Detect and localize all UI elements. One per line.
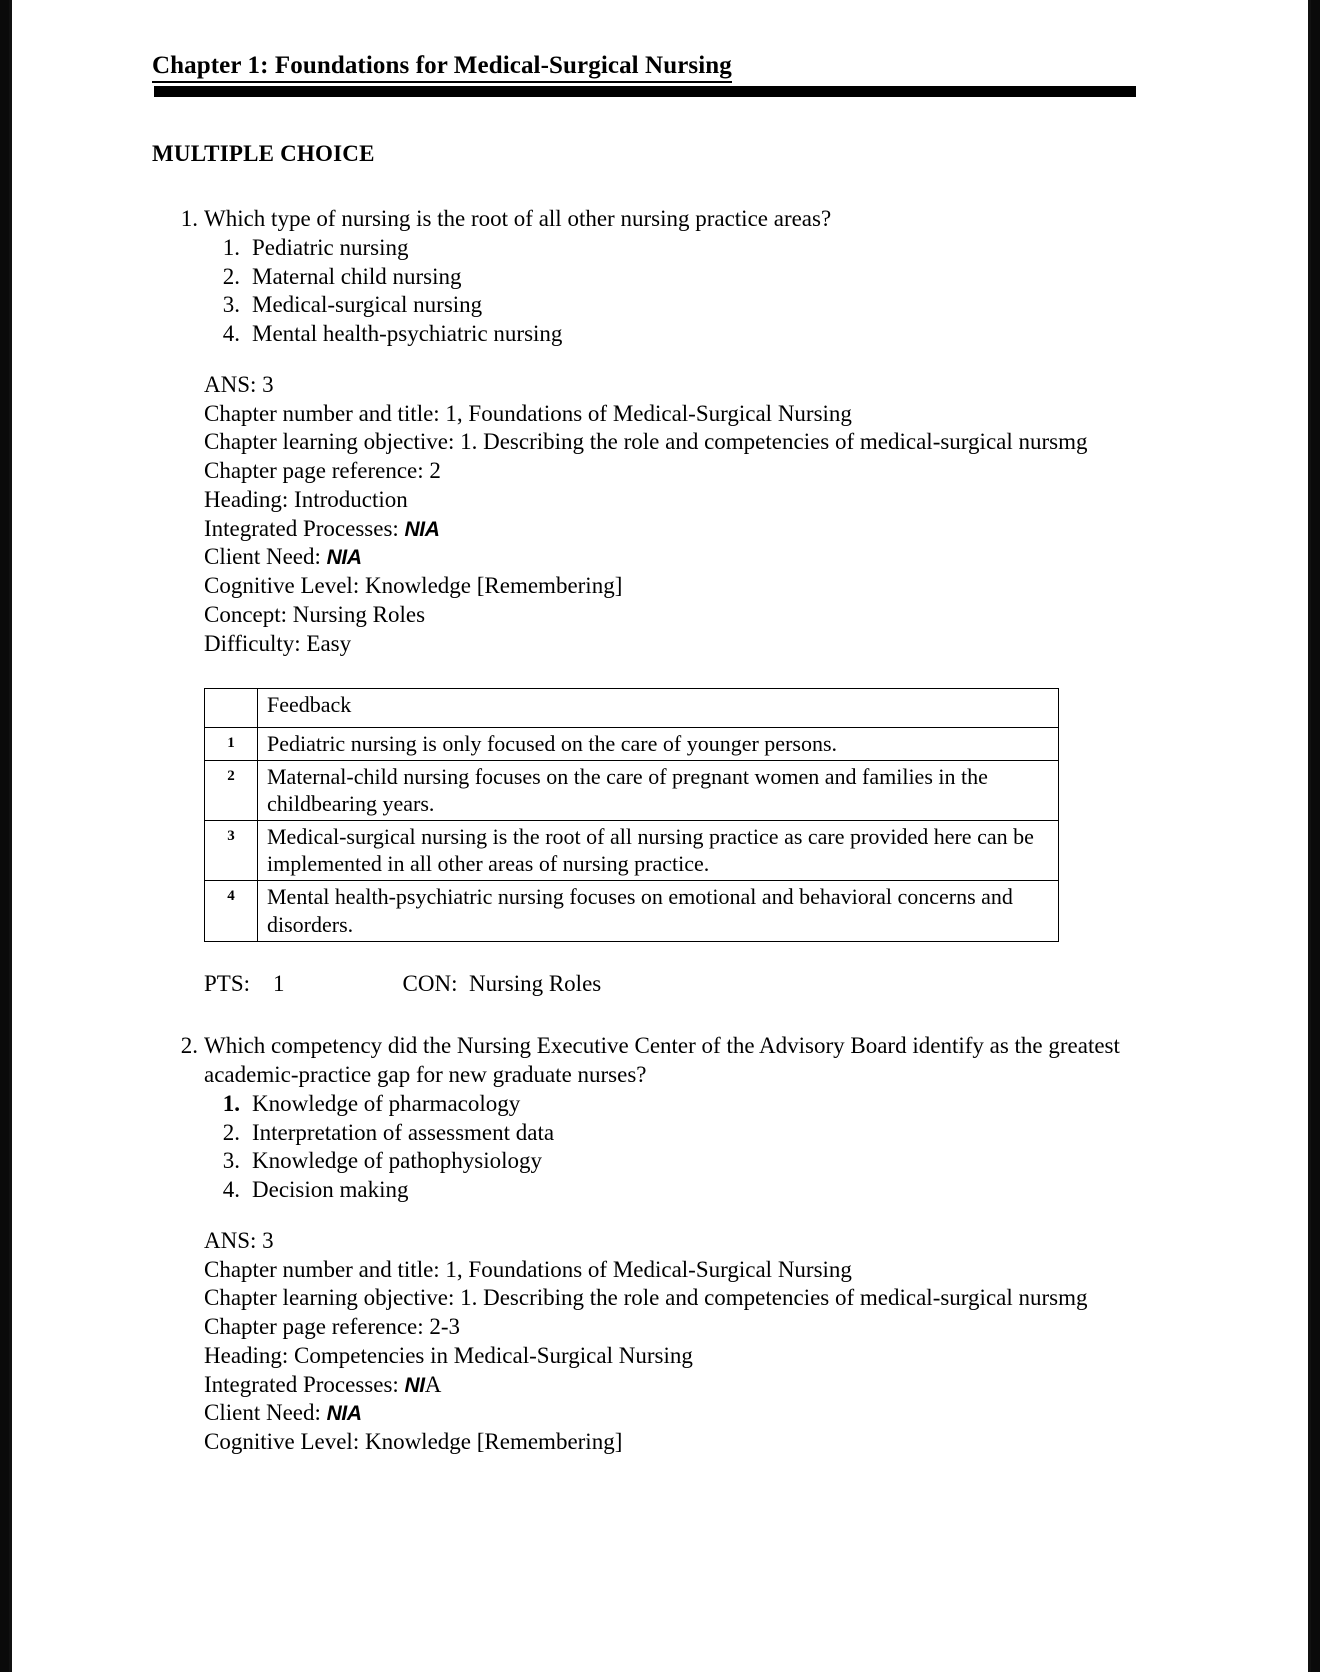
question-block xyxy=(152,205,1162,998)
feedback-header-index xyxy=(205,689,258,728)
option-marker: 2. xyxy=(222,263,240,289)
question-stem: Which competency did the Nursing Executive Center of the Advisory Board identify as the greatest academic-practice gap for new graduate nurses? xyxy=(204,1033,1120,1088)
answer-metadata xyxy=(204,1227,1162,1457)
feedback-row-text: Maternal-child nursing focuses on the care of pregnant women and families in the childbearing years. xyxy=(258,761,1059,821)
feedback-row-text: Mental health-psychiatric nursing focuses on emotional and behavioral concerns and disorders. xyxy=(258,881,1059,941)
chapter-learning-objective: Chapter learning objective: 1. Describing the role and competencies of medical-surgical nursmg xyxy=(204,1285,1088,1311)
integrated-processes-value-tail: A xyxy=(424,1371,442,1397)
feedback-header-label: Feedback xyxy=(258,689,1059,728)
answer-key: ANS: 3 xyxy=(204,371,274,397)
difficulty: Difficulty: Easy xyxy=(204,630,352,656)
question-stem: Which type of nursing is the root of all other nursing practice areas? xyxy=(204,206,832,231)
pts-label: PTS: xyxy=(204,970,251,996)
client-need xyxy=(204,543,1162,572)
answer-option[interactable] xyxy=(204,1119,1162,1148)
points-line xyxy=(204,970,1162,999)
client-need xyxy=(204,1399,1162,1428)
table-header-row xyxy=(205,689,1059,728)
cognitive-level: Cognitive Level: Knowledge [Remembering] xyxy=(204,1429,623,1455)
answer-option[interactable] xyxy=(204,263,1162,292)
client-need-value: NIA xyxy=(326,1402,362,1426)
section-heading: MULTIPLE CHOICE xyxy=(152,141,375,166)
integrated-processes-label: Integrated Processes: xyxy=(204,1371,405,1397)
integrated-processes-value: NI xyxy=(404,1373,425,1397)
feedback-row-index: 3 xyxy=(205,821,258,881)
client-need-label: Client Need: xyxy=(204,1400,327,1426)
answer-metadata xyxy=(204,371,1162,659)
pts-value: 1 xyxy=(273,970,285,996)
answer-option[interactable] xyxy=(204,320,1162,349)
chapter-page-reference: Chapter page reference: 2 xyxy=(204,458,441,483)
option-marker: 1. xyxy=(222,234,240,260)
option-marker: 4. xyxy=(222,1177,240,1203)
chapter-number-title: Chapter number and title: 1, Foundations of Medical-Surgical Nursing xyxy=(204,400,852,426)
question-block xyxy=(152,1032,1162,1457)
option-label: Knowledge of pharmacology xyxy=(252,1090,521,1116)
feedback-row-index: 1 xyxy=(205,728,258,761)
table-row xyxy=(205,728,1059,761)
con-label: CON: xyxy=(402,970,458,996)
chapter-learning-objective: Chapter learning objective: 1. Describing the role and competencies of medical-surgical nursmg xyxy=(204,429,1088,455)
option-label: Interpretation of assessment data xyxy=(252,1119,555,1145)
document-page xyxy=(12,0,1308,1672)
cognitive-level: Cognitive Level: Knowledge [Remembering] xyxy=(204,573,623,598)
answer-option[interactable] xyxy=(204,1147,1162,1176)
option-marker: 1. xyxy=(222,1090,240,1116)
feedback-table xyxy=(204,688,1059,941)
document-header xyxy=(152,52,1162,97)
table-row xyxy=(205,881,1059,941)
integrated-processes xyxy=(204,1371,1162,1400)
answer-option[interactable] xyxy=(204,1090,1162,1119)
feedback-row-text: Pediatric nursing is only focused on the care of younger persons. xyxy=(258,728,1059,761)
option-label: Maternal child nursing xyxy=(252,263,462,289)
question-number: 1. xyxy=(180,206,198,231)
scan-edge-right xyxy=(1311,0,1320,1672)
client-need-value: NIA xyxy=(326,546,362,570)
header-rule xyxy=(154,86,1136,97)
integrated-processes xyxy=(204,515,1162,544)
integrated-processes-label: Integrated Processes: xyxy=(204,515,405,541)
feedback-row-index: 4 xyxy=(205,881,258,941)
table-row xyxy=(205,761,1059,821)
answer-option[interactable] xyxy=(204,234,1162,263)
scan-edge-left xyxy=(0,0,9,1672)
option-marker: 3. xyxy=(222,1148,240,1174)
answer-option[interactable] xyxy=(204,291,1162,320)
chapter-title: Chapter 1: Foundations for Medical-Surgical Nursing xyxy=(152,52,732,83)
question-number: 2. xyxy=(180,1033,198,1059)
client-need-label: Client Need: xyxy=(204,544,327,570)
option-marker: 4. xyxy=(222,321,240,346)
feedback-row-text: Medical-surgical nursing is the root of all nursing practice as care provided here can be implemented in all other areas of nursing practice. xyxy=(258,821,1059,881)
option-label: Medical-surgical nursing xyxy=(252,292,483,318)
content-heading: Heading: Competencies in Medical-Surgical Nursing xyxy=(204,1342,693,1368)
feedback-table-container xyxy=(204,688,1162,941)
answer-options xyxy=(204,234,1162,349)
table-row xyxy=(205,821,1059,881)
option-label: Mental health-psychiatric nursing xyxy=(252,321,563,346)
integrated-processes-value: NIA xyxy=(404,517,440,541)
chapter-number-title: Chapter number and title: 1, Foundations of Medical-Surgical Nursing xyxy=(204,1256,852,1282)
option-label: Decision making xyxy=(252,1177,409,1203)
chapter-page-reference: Chapter page reference: 2-3 xyxy=(204,1314,461,1340)
content-heading: Heading: Introduction xyxy=(204,486,408,512)
concept: Concept: Nursing Roles xyxy=(204,601,426,627)
feedback-row-index: 2 xyxy=(205,761,258,821)
page-content xyxy=(152,52,1162,1491)
answer-option[interactable] xyxy=(204,1176,1162,1205)
option-label: Knowledge of pathophysiology xyxy=(252,1148,543,1174)
option-marker: 2. xyxy=(222,1119,240,1145)
con-value: Nursing Roles xyxy=(468,970,602,996)
option-marker: 3. xyxy=(222,292,240,318)
option-label: Pediatric nursing xyxy=(252,234,409,260)
answer-key: ANS: 3 xyxy=(204,1227,274,1253)
answer-options xyxy=(204,1090,1162,1205)
